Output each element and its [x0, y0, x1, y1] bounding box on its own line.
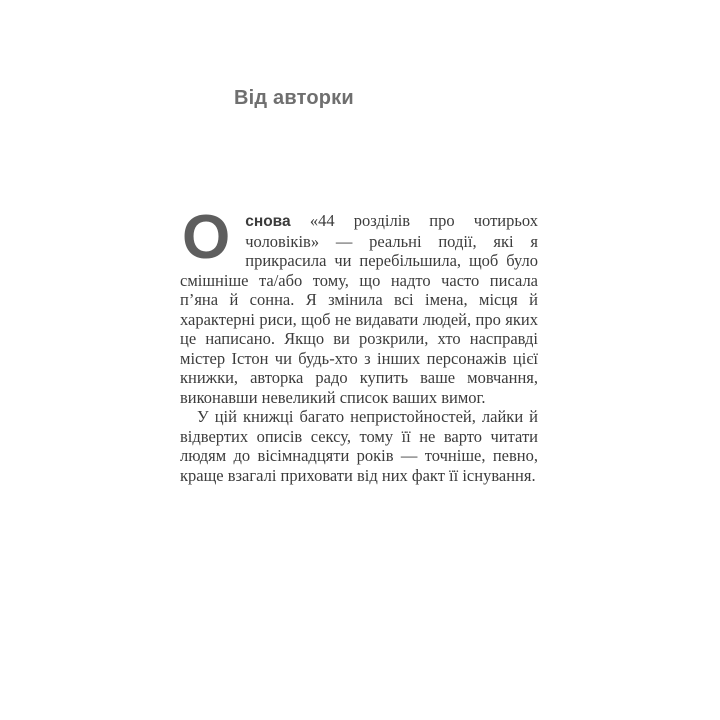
paragraph-1-text: «44 розділів про чотирьох чоловіків» — реальні події, які я прикрасила чи перебільшила, щоб було смішніше та/або тому, що надто часто писала п’яна й сонна. Я змінила всі імена, місця й характерні риси, щоб не видавати людей, про яких це написано. Якщо ви розкрили, хто насправді містер Істон чи будь-хто з інших персонажів цієї книжки, авторка радо купить ваше мовчання, виконавши невеликий список ваших вимог. — [180, 211, 538, 407]
page-title: Від авторки — [234, 87, 354, 109]
drop-cap-letter: О — [182, 203, 231, 272]
paragraph-2: У цій книжці багато непристойностей, лайки й відвертих описів сексу, тому її не варто читати людям до вісімнадцяти років — точніше, певно, краще взагалі приховати від них факт її існування. — [180, 407, 538, 485]
paragraph-1 — [180, 203, 538, 407]
body-text-block — [180, 203, 538, 485]
lead-word: снова — [245, 213, 291, 230]
